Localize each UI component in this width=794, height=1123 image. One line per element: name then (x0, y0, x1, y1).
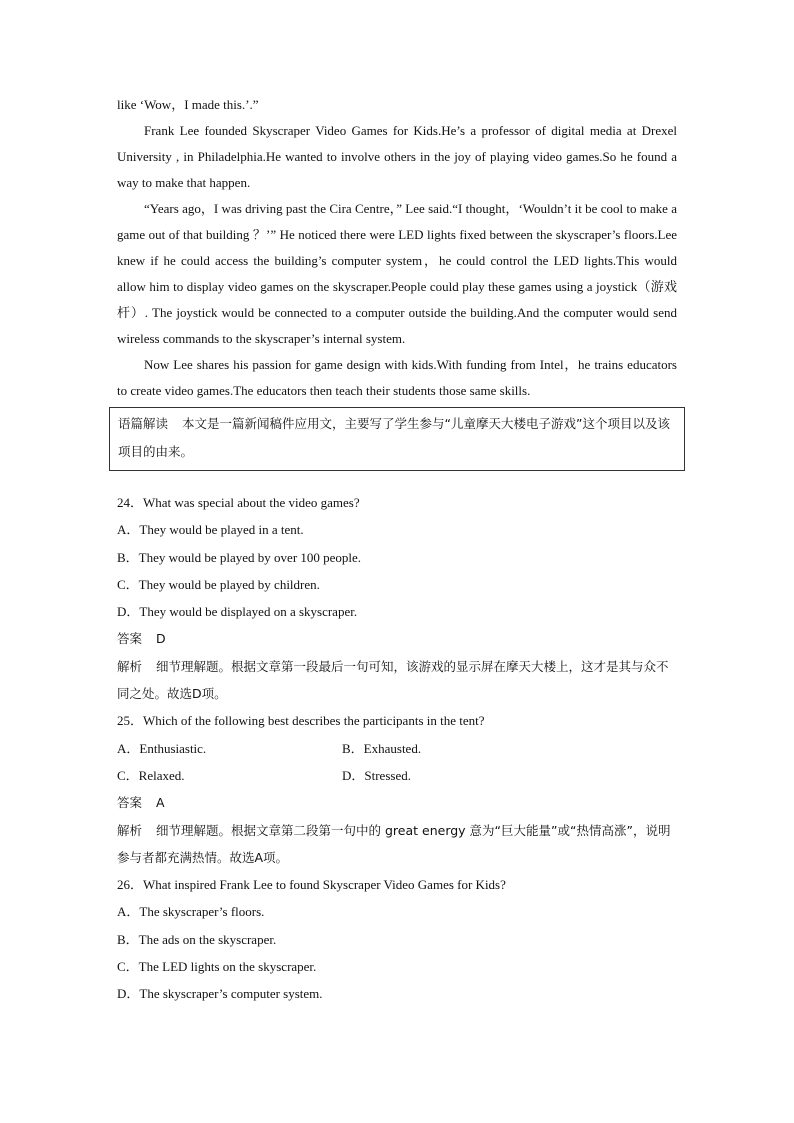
analysis-text: 细节理解题。根据文章第二段第一句中的 great energy 意为“巨大能量”或“热情高涨”，说明参与者都充满热情。故选A项。 (117, 822, 671, 865)
question-25-option-b: B．Exhausted. (342, 740, 422, 756)
answer-tag: 答案 (117, 795, 143, 811)
passage-paragraph-3: Now Lee shares his passion for game design with kids.With funding from Intel，he trains educators to create video games.The educators then teach their students those same skills. (117, 357, 677, 398)
summary-tag: 语篇解读 (118, 416, 169, 431)
analysis-text: 细节理解题。根据文章第一段最后一句可知，该游戏的显示屏在摩天大楼上，这才是其与众不同之处。故选D项。 (117, 658, 669, 702)
question-25-analysis (117, 817, 677, 872)
answer-tag: 答案 (117, 631, 143, 647)
question-25-stem: 25．Which of the following best describes the participants in the tent? (117, 713, 485, 729)
question-25-option-d: D．Stressed. (342, 767, 411, 783)
question-24-option-c: C．They would be played by children. (117, 576, 320, 592)
question-25-option-c: C．Relaxed. (117, 767, 185, 783)
question-25-options-row-2 (117, 762, 677, 789)
passage-line-0: like ‘Wow，I made this.’.” (117, 97, 259, 112)
answer-value: D (156, 631, 166, 647)
question-24-stem: 24．What was special about the video games? (117, 495, 360, 510)
question-26-option-c: C．The LED lights on the skyscraper. (117, 959, 317, 975)
question-25-option-a: A．Enthusiastic. (117, 740, 207, 756)
question-25-options-row-1 (117, 735, 677, 762)
question-25-answer (117, 789, 677, 816)
passage-paragraph-1: Frank Lee founded Skyscraper Video Games for Kids.He’s a professor of digital media at Drexel University , in Philadelphia.He wanted to involve others in the joy of playing video games.So he found a way to make that happen. (117, 123, 677, 190)
analysis-tag: 解析 (117, 822, 143, 838)
passage-paragraph-2: “Years ago，I was driving past the Cira Centre，” Lee said.“I thought，‘Wouldn’t it be cool to make a game out of that building ？’” He noticed there were LED lights fixed between the skyscraper’s floors.Lee knew if he could access the building’s computer system，he could control the LED lights.This would allow him to display video games on the skyscraper.People could play these games using a joystick（游戏杆）. The joystick would be connected to a computer outside the building.And the computer would send wireless commands to the skyscraper’s internal system. (117, 201, 677, 346)
analysis-tag: 解析 (117, 658, 143, 674)
question-24-answer (117, 625, 677, 652)
question-26-option-a: A．The skyscraper’s floors. (117, 904, 265, 920)
question-26-option-b: B．The ads on the skyscraper. (117, 931, 277, 947)
document-page (117, 92, 677, 1008)
question-24-option-a: A．They would be played in a tent. (117, 522, 304, 538)
question-26-option-d: D．The skyscraper’s computer system. (117, 986, 323, 1002)
question-26-stem: 26．What inspired Frank Lee to found Skyscraper Video Games for Kids? (117, 877, 506, 893)
summary-text: 本文是一篇新闻稿件应用文，主要写了学生参与“儿童摩天大楼电子游戏”这个项目以及该项目的由来。 (118, 416, 670, 459)
summary-box (109, 407, 685, 471)
answer-value: A (156, 795, 165, 811)
question-24-analysis (117, 653, 677, 708)
question-24-option-b: B．They would be played by over 100 people. (117, 549, 362, 565)
question-24-option-d: D．They would be displayed on a skyscraper. (117, 604, 358, 620)
